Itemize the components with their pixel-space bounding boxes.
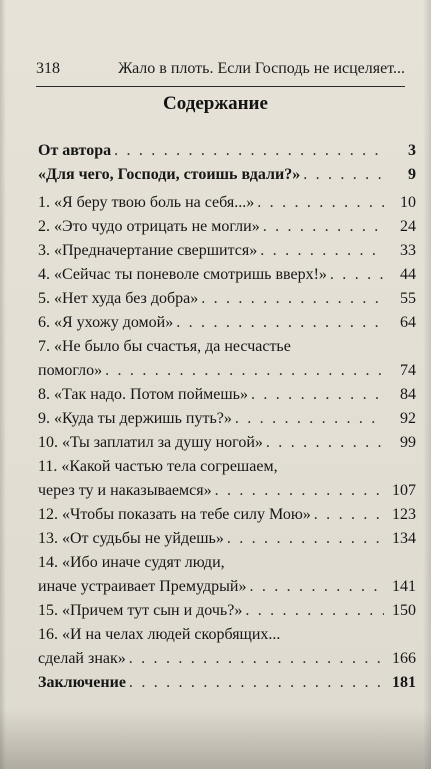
toc-entry-line	[38, 239, 416, 263]
toc-entry	[38, 383, 416, 407]
toc-entry-title: «Для чего, Господи, стоишь вдали?»	[38, 166, 301, 183]
dot-leader	[111, 139, 384, 163]
toc-entry	[38, 431, 416, 455]
header-rule	[36, 86, 405, 87]
toc-heading: Содержание	[163, 93, 268, 114]
dot-leader	[102, 359, 384, 383]
toc-entry-line	[38, 647, 416, 671]
toc-entry	[38, 527, 416, 551]
dot-leader	[257, 239, 384, 263]
toc-entry	[38, 671, 416, 695]
dot-leader	[126, 671, 384, 695]
toc-entry-line	[38, 551, 416, 575]
toc-entry-page: 64	[400, 314, 416, 331]
dot-leader	[300, 163, 384, 187]
dot-leader	[242, 599, 384, 623]
toc-entry-title: сделай знак»	[38, 650, 126, 667]
toc-entry-title: 4. «Сейчас ты поневоле смотришь вверх!»	[38, 266, 327, 283]
toc-entry-page: 84	[400, 386, 416, 403]
toc-entry-title: От автора	[38, 142, 112, 159]
toc-entry-title: помогло»	[38, 362, 103, 379]
toc-entry	[38, 455, 416, 503]
toc-entry-page: 150	[392, 602, 416, 619]
table-of-contents	[38, 139, 416, 695]
toc-entry-page: 107	[392, 482, 416, 499]
dot-leader	[311, 503, 384, 527]
toc-entry-title: 10. «Ты заплатил за душу ногой»	[38, 434, 263, 451]
toc-entry-line	[38, 575, 416, 599]
toc-entry-title: 16. «И на челах людей скорбящих...	[38, 626, 281, 643]
toc-entry-title: 14. «Ибо иначе судят люди,	[38, 554, 225, 571]
toc-entry-page: 166	[392, 650, 416, 667]
dot-leader	[173, 311, 384, 335]
page-edge-shadow	[423, 0, 431, 769]
toc-entry-line	[38, 335, 416, 359]
toc-entry-title: Заключение	[38, 674, 126, 691]
toc-entry-line	[38, 479, 416, 503]
dot-leader	[248, 383, 384, 407]
toc-entry	[38, 191, 416, 215]
toc-entry	[38, 139, 416, 163]
dot-leader	[126, 647, 384, 671]
page-gutter-shadow	[0, 0, 6, 769]
dot-leader	[263, 431, 384, 455]
running-title: Жало в плоть. Если Господь не исцеляет...	[118, 60, 405, 77]
toc-entry	[38, 503, 416, 527]
toc-entry-page: 9	[408, 166, 416, 183]
toc-entry	[38, 335, 416, 383]
running-header	[36, 60, 405, 84]
toc-entry	[38, 287, 416, 311]
toc-entry	[38, 163, 416, 187]
dot-leader	[246, 575, 384, 599]
toc-entry	[38, 551, 416, 599]
toc-entry-page: 55	[400, 290, 416, 307]
toc-entry-title: 12. «Чтобы показать на тебе силу Мою»	[38, 506, 311, 523]
toc-entry	[38, 623, 416, 671]
toc-entry-page: 99	[400, 434, 416, 451]
toc-entry-title: 6. «Я ухожу домой»	[38, 314, 174, 331]
toc-entry-line	[38, 311, 416, 335]
toc-entry-page: 123	[392, 506, 416, 523]
toc-entry	[38, 311, 416, 335]
toc-entry-page: 33	[400, 242, 416, 259]
toc-entry-line	[38, 407, 416, 431]
toc-entry-title: 1. «Я беру твою боль на себя...»	[38, 194, 255, 211]
toc-entry-page: 74	[400, 362, 416, 379]
toc-entry-line	[38, 455, 416, 479]
toc-entry-title: 7. «Не было бы счастья, да несчастье	[38, 338, 291, 355]
dot-leader	[232, 407, 384, 431]
toc-entry-page: 181	[392, 674, 416, 691]
toc-entry-line	[38, 263, 416, 287]
toc-entry-line	[38, 215, 416, 239]
dot-leader	[224, 527, 384, 551]
dot-leader	[198, 287, 384, 311]
toc-entry-title: 11. «Какой частью тела согрешаем,	[38, 458, 278, 475]
toc-entry-line	[38, 623, 416, 647]
toc-entry-line	[38, 191, 416, 215]
toc-entry-title: 13. «От судьбы не уйдешь»	[38, 530, 224, 547]
toc-entry-title: 8. «Так надо. Потом поймешь»	[38, 386, 248, 403]
toc-entry-line	[38, 527, 416, 551]
page-number: 318	[36, 60, 60, 77]
toc-entry-line	[38, 431, 416, 455]
toc-entry-line	[38, 163, 416, 187]
dot-leader	[260, 215, 384, 239]
toc-entry-line	[38, 671, 416, 695]
toc-entry-line	[38, 287, 416, 311]
toc-entry-title: 9. «Куда ты держишь путь?»	[38, 410, 232, 427]
dot-leader	[327, 263, 384, 287]
toc-entry-page: 24	[400, 218, 416, 235]
toc-entry-title: через ту и наказываемся»	[38, 482, 212, 499]
dot-leader	[212, 479, 384, 503]
toc-entry-page: 134	[392, 530, 416, 547]
toc-entry-line	[38, 599, 416, 623]
toc-entry	[38, 407, 416, 431]
toc-entry-title: 2. «Это чудо отрицать не могли»	[38, 218, 260, 235]
dot-leader	[254, 191, 384, 215]
toc-entry-line	[38, 503, 416, 527]
toc-entry-title: 15. «Причем тут сын и дочь?»	[38, 602, 243, 619]
toc-entry-page: 3	[408, 142, 416, 159]
toc-entry-page: 44	[400, 266, 416, 283]
page-bottom-shade	[0, 709, 431, 769]
toc-entry-title: иначе устраивает Премудрый»	[38, 578, 247, 595]
toc-entry	[38, 599, 416, 623]
toc-entry-line	[38, 139, 416, 163]
toc-entry-title: 3. «Предначертание свершится»	[38, 242, 258, 259]
toc-entry	[38, 239, 416, 263]
toc-entry-page: 92	[400, 410, 416, 427]
toc-entry-line	[38, 359, 416, 383]
toc-entry	[38, 215, 416, 239]
toc-entry	[38, 263, 416, 287]
toc-entry-line	[38, 383, 416, 407]
toc-entry-page: 141	[392, 578, 416, 595]
toc-entry-title: 5. «Нет худа без добра»	[38, 290, 199, 307]
toc-entry-page: 10	[400, 194, 416, 211]
